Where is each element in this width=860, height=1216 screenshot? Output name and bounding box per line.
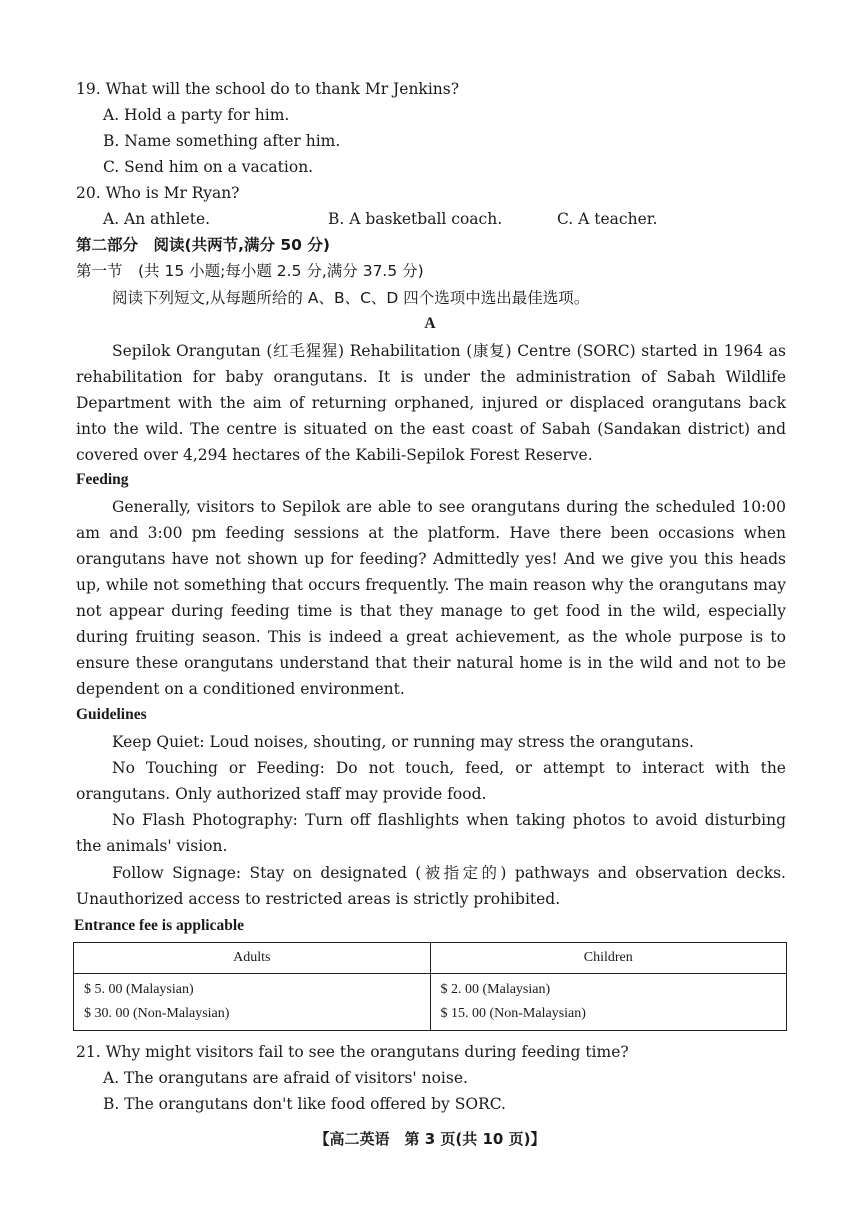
q20-option-c: C. A teacher. [557, 210, 658, 228]
intro-paragraph: Sepilok Orangutan (红毛猩猩) Rehabilitation (康复) Centre (SORC) started in 1964 as rehabilitation for baby orangutans. It is under the administration of Sabah Wildlife Department with the aim of returning orphaned, injured or displaced orangutans back into the wild. The centre is situated on the east coast of Sabah (Sandakan district) and covered over 4,294 hectares of the Kabili-Sepilok Forest Reserve. [76, 342, 786, 464]
q19-option-c: C. Send him on a vacation. [103, 158, 314, 176]
page-footer: 【高二英语 第 3 页(共 10 页)】 [314, 1130, 546, 1148]
q19-option-a: A. Hold a party for him. [103, 106, 290, 124]
guidelines-heading: Guidelines [76, 706, 147, 723]
feeding-heading: Feeding [76, 471, 129, 488]
question-21: 21. Why might visitors fail to see the orangutans during feeding time? [76, 1043, 629, 1061]
q20-option-a: A. An athlete. [103, 210, 211, 228]
q20-option-b: B. A basketball coach. [328, 210, 503, 228]
q21-option-b: B. The orangutans don't like food offered by SORC. [103, 1095, 506, 1113]
fee-children-non-malaysian: $ 15. 00 (Non-Malaysian) [440, 1006, 586, 1021]
q19-option-b: B. Name something after him. [103, 132, 341, 150]
fee-adults-cell [74, 974, 431, 1031]
guideline-no-flash: No Flash Photography: Turn off flashlights when taking photos to avoid disturbing the animals' vision. [76, 811, 786, 855]
question-19: 19. What will the school do to thank Mr Jenkins? [76, 80, 460, 98]
feeding-paragraph: Generally, visitors to Sepilok are able to see orangutans during the scheduled 10:00 am and 3:00 pm feeding sessions at the platform. Have there been occasions when orangutans have not shown up for feeding? Admittedly yes! And we give you this heads up, while not something that occurs frequently. The main reason why the orangutans may not appear during feeding time is that they manage to get food in the wild, especially during fruiting season. This is indeed a great achievement, as the whole purpose is to ensure these orangutans understand that their natural home is in the wild and not to be dependent on a conditioned environment. [76, 498, 786, 698]
fee-children-cell [430, 974, 787, 1031]
subsection-header: 第一节 (共 15 小题;每小题 2.5 分,满分 37.5 分) [76, 262, 424, 280]
fee-header-children: Children [430, 943, 787, 974]
guideline-keep-quiet: Keep Quiet: Loud noises, shouting, or running may stress the orangutans. [112, 733, 694, 751]
fee-heading: Entrance fee is applicable [74, 917, 245, 934]
instruction: 阅读下列短文,从每题所给的 A、B、C、D 四个选项中选出最佳选项。 [112, 289, 590, 307]
guideline-no-touching: No Touching or Feeding: Do not touch, feed, or attempt to interact with the orangutans. Only authorized staff may provide food. [76, 759, 786, 803]
passage-letter: A [424, 315, 436, 332]
section-header: 第二部分 阅读(共两节,满分 50 分) [76, 236, 330, 254]
fee-children-malaysian: $ 2. 00 (Malaysian) [440, 982, 551, 997]
fee-header-adults: Adults [74, 943, 431, 974]
guideline-follow-signage: Follow Signage: Stay on designated (被指定的) pathways and observation decks. Unauthorized access to restricted areas is strictly prohibited. [76, 864, 786, 908]
fee-adults-non-malaysian: $ 30. 00 (Non-Malaysian) [84, 1006, 230, 1021]
fee-adults-malaysian: $ 5. 00 (Malaysian) [84, 982, 194, 997]
fee-table-row [74, 974, 787, 1031]
q21-option-a: A. The orangutans are afraid of visitors' noise. [103, 1069, 468, 1087]
fee-table [73, 942, 787, 1031]
question-20: 20. Who is Mr Ryan? [76, 184, 240, 202]
fee-table-header-row [74, 943, 787, 974]
